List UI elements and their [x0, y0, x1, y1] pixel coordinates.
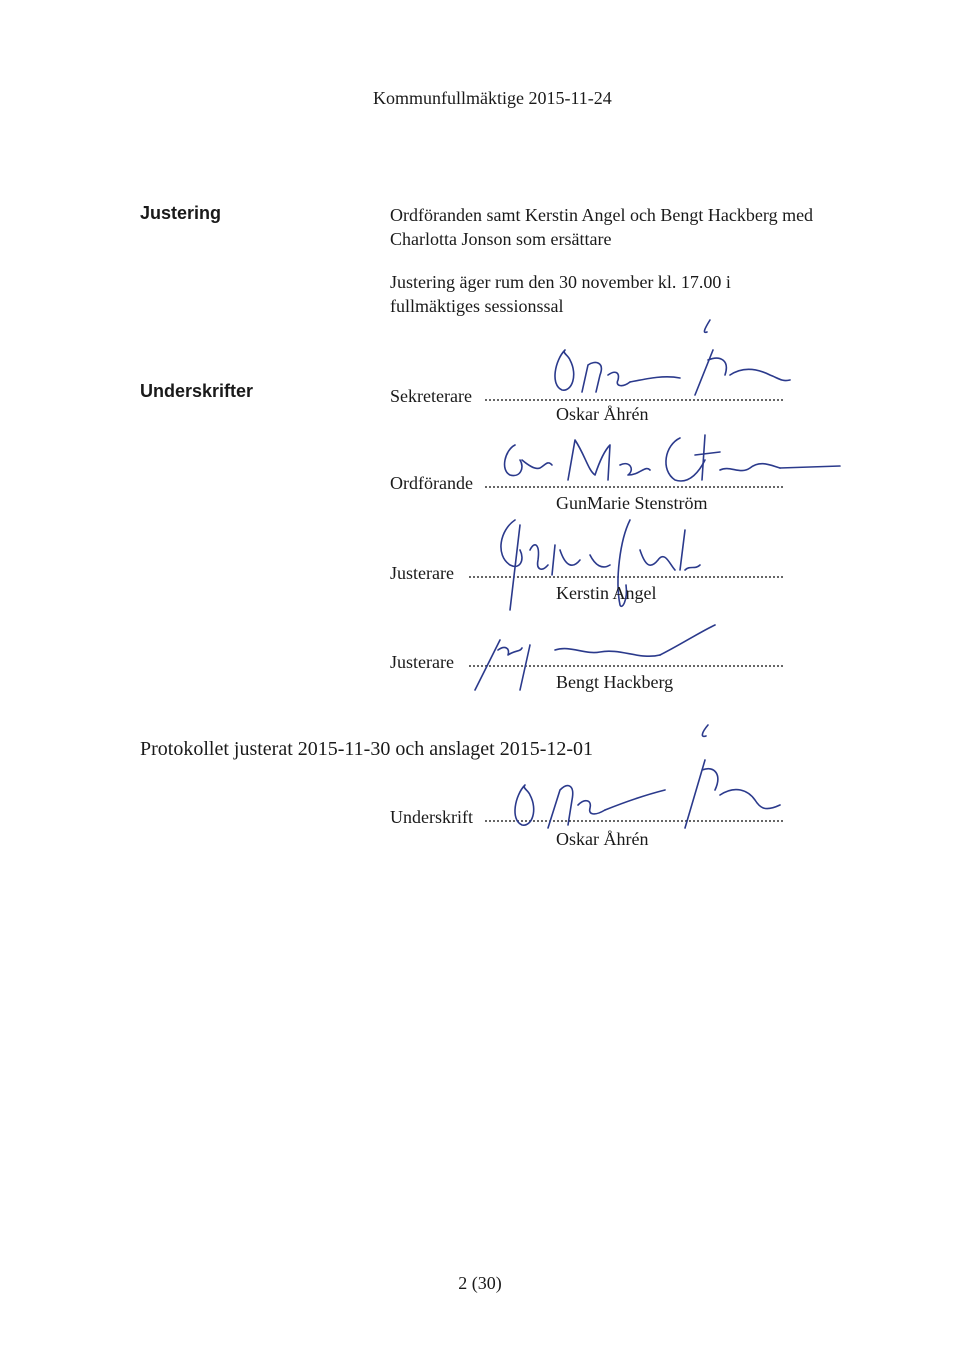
underskrifter-heading: Underskrifter	[140, 381, 254, 401]
signature-name-sekreterare: Oskar Åhrén	[556, 404, 649, 424]
protocol-statement: Protokollet justerat 2015-11-30 och anslaget 2015-12-01	[140, 738, 594, 760]
signature-oskar-ahren-2	[490, 720, 800, 830]
signature-role-underskrift: Underskrift	[390, 807, 473, 827]
signature-name-justerare-1: Kerstin Angel	[556, 583, 657, 603]
page-number: 2 (30)	[458, 1273, 502, 1293]
signature-role-ordforande: Ordförande	[390, 473, 473, 493]
justering-line-4: fullmäktiges sessionssal	[390, 296, 564, 316]
justering-description	[390, 203, 813, 251]
signature-role-justerare-1: Justerare	[390, 563, 454, 583]
justering-time-place	[390, 270, 731, 318]
signature-name-underskrift: Oskar Åhrén	[556, 829, 649, 849]
signature-gunmarie-stenstrom	[480, 430, 840, 490]
document-header: Kommunfullmäktige 2015-11-24	[373, 88, 612, 108]
signature-role-sekreterare: Sekreterare	[390, 386, 472, 406]
justering-line-3: Justering äger rum den 30 november kl. 17.00 i	[390, 272, 731, 292]
signature-name-ordforande: GunMarie Stenström	[556, 493, 708, 513]
justering-line-2: Charlotta Jonson som ersättare	[390, 229, 612, 249]
justering-heading: Justering	[140, 203, 222, 223]
signature-oskar-ahren	[520, 320, 800, 405]
justering-line-1: Ordföranden samt Kerstin Angel och Bengt Hackberg med	[390, 205, 814, 225]
signature-role-justerare-2: Justerare	[390, 652, 454, 672]
signature-name-justerare-2: Bengt Hackberg	[556, 672, 674, 692]
